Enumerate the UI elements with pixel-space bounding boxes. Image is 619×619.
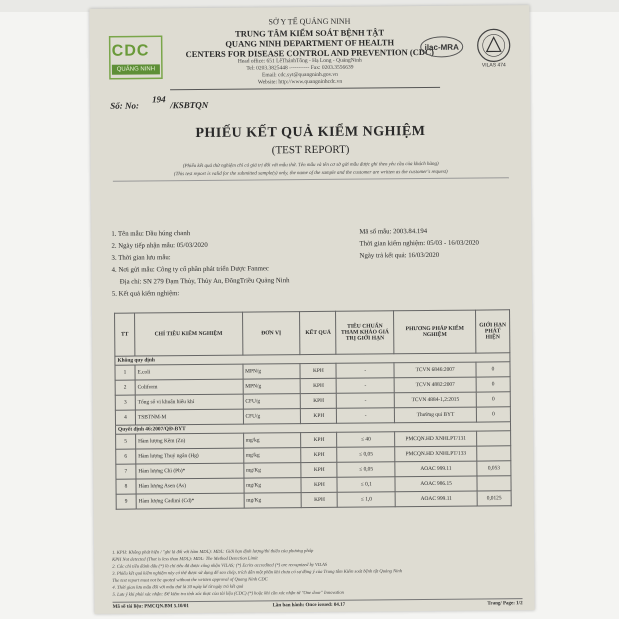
cell-result: KPH xyxy=(301,378,337,393)
cell-unit: mg/Kg xyxy=(244,478,302,494)
cell-criterion: E.coli xyxy=(135,364,243,380)
cell-method: PMCQN.HD XNHLPT/133 xyxy=(395,446,477,462)
cell-result: KPH xyxy=(300,363,336,378)
column-header-unit: ĐƠN VỊ xyxy=(242,312,300,356)
cell-unit: MPN/g xyxy=(243,379,301,395)
cell-method: TCVN 6846:2007 xyxy=(394,362,476,378)
report-note-vn: (Phiếu kết quả thử nghiệm chỉ có giá trị đối với mẫu thử. Tên mẫu và tên cơ sở gửi mẫu được ghi theo yêu cầu của khách hàng) xyxy=(182,161,439,170)
cell-limit: ≤ 0,05 xyxy=(337,447,395,463)
cell-method: AOAC 999.11 xyxy=(395,491,477,507)
phone-line: Tel: 0203.3825448 ----------- Fax: 0203.3556639 xyxy=(246,64,354,72)
cell-method: TCVN 4884-1,2:2015 xyxy=(394,392,476,408)
ilac-mra-logo xyxy=(420,36,464,58)
cell-result: KPH xyxy=(301,477,337,492)
cell-unit: mg/Kg xyxy=(244,493,302,509)
cell-unit: MPN/g xyxy=(243,364,301,380)
cell-index: 3 xyxy=(115,395,135,410)
cell-detection-limit: 0 xyxy=(476,407,510,422)
cell-limit: ≤ 1,0 xyxy=(337,492,395,508)
cell-unit: mg/Kg xyxy=(243,463,301,479)
cdc-logo-subtitle: QUẢNG NINH xyxy=(112,64,160,74)
column-header-result: KẾT QUẢ xyxy=(300,311,336,354)
cell-detection-limit xyxy=(477,446,511,461)
footnote-1: 1. KPH: Không phát hiện / "ghi là đối với hàm MDL): MDL: Giới hạn định lượng/thi thiếu của phương pháp xyxy=(112,547,314,555)
cell-result: KPH xyxy=(302,492,338,507)
cell-unit: mg/kg xyxy=(243,448,301,464)
cell-index: 6 xyxy=(116,449,136,464)
sample-code: Mã số mẫu: 2003.84.194 xyxy=(359,227,428,236)
cell-unit: CFU/g xyxy=(243,409,301,425)
cell-detection-limit: 0,053 xyxy=(477,461,511,476)
cell-criterion: Hàm lượng Kẽm (Zn) xyxy=(136,433,244,449)
column-header-detection-limit: GIỚI HẠN PHÁT HIỆN xyxy=(476,310,510,353)
cell-result: KPH xyxy=(301,432,337,447)
report-title: PHIẾU KẾT QUẢ KIỂM NGHIỆM xyxy=(195,124,426,142)
cell-method: PMCQN.HD XNHLPT/131 xyxy=(395,431,477,447)
cell-criterion: Tổng số vi khuẩn hiếu khí xyxy=(135,394,243,410)
cell-limit: ≤ 0,05 xyxy=(337,462,395,478)
section-title: Không quy định xyxy=(115,353,510,365)
report-subtitle: (TEST REPORT) xyxy=(271,143,350,157)
cell-detection-limit: 0,0125 xyxy=(477,491,511,506)
cell-method: Thường qui BYT xyxy=(395,407,477,423)
department-name-en: QUANG NINH DEPARTMENT OF HEALTH xyxy=(225,37,395,49)
footnote-7: 5. Lưu ý khi phải xác nhận: Để kiểm tra tính xác thực của tài liệu (CDC) (*) hoặc khi cần xác nhận từ "One door" Innovation xyxy=(112,589,344,597)
ilac-mra-label: ilac-MRA xyxy=(424,42,459,53)
cell-limit: - xyxy=(336,363,394,379)
report-number-code: /KSBTQN xyxy=(170,99,209,111)
table-header-row xyxy=(115,310,510,356)
footnote-6: 4. Thời gian lưu mẫu đối với mẫu thử là 30 ngày kể từ ngày trả kết quả xyxy=(112,583,244,590)
email-line: Email: cdc.syt@quangninh.gov.vn xyxy=(261,71,338,79)
column-header-method: PHƯƠNG PHÁP KIỂM NGHIỆM xyxy=(394,310,476,354)
column-header-limit: TIÊU CHUẨN THAM KHẢO GIÁ TRỊ GIỚI HẠN xyxy=(336,311,394,355)
cell-criterion: Coliform xyxy=(135,379,243,395)
header-divider xyxy=(170,87,440,90)
cell-criterion: TSBTNM-M xyxy=(135,409,243,425)
cell-limit: ≤ 0,1 xyxy=(337,477,395,493)
document-reference: Mã số tài liệu: PMCQN.BM 5.10/01 xyxy=(112,604,189,610)
cell-unit: CFU/g xyxy=(243,394,301,410)
note-divider xyxy=(113,177,509,181)
table-row xyxy=(116,491,511,509)
boa-accreditation-seal xyxy=(474,27,514,67)
cell-limit: - xyxy=(336,378,394,394)
footnote-5: The test report must not be quoted without the written approval of Quang Ninh CDC xyxy=(112,576,268,583)
footnote-3: 2. Các chỉ tiêu đánh dấu (*) là chỉ tiêu đã được công nhận VILAS; (*) Ecrits accredited (*) are recognized by VILAS xyxy=(112,561,328,569)
website-line: Website: http://www.quangninhcdc.vn xyxy=(257,78,343,86)
cell-limit: - xyxy=(337,393,395,409)
edition-info: Lần ban hành: Once issued: 04.17 xyxy=(272,602,346,609)
cell-limit: - xyxy=(337,408,395,424)
page-number: Trang/ Page: 1/2 xyxy=(487,601,523,607)
sample-sender: 4. Nơi gửi mẫu: Công ty cổ phần phát triển Dược Fanmec xyxy=(111,265,269,274)
cell-criterion: Hàm lượng Chì (Pb)* xyxy=(136,463,244,479)
cell-index: 2 xyxy=(115,380,135,395)
footnote-4: 3. Phiếu kết quả kiểm nghiệm này có thể được sử dụng để sao chép, trích dẫn một phần khi chưa có sự đồng ý của Trung tâm Kiểm soát bệnh tật Quảng Ninh xyxy=(112,568,403,576)
cell-detection-limit xyxy=(477,431,511,446)
cell-result: KPH xyxy=(301,393,337,408)
document-page xyxy=(89,5,534,614)
cell-detection-limit: 0 xyxy=(476,377,510,392)
cell-index: 5 xyxy=(116,434,136,449)
cell-limit: ≤ 40 xyxy=(337,432,395,448)
results-table xyxy=(114,309,512,509)
cell-criterion: Hàm lượng Cadimi (Cd)* xyxy=(136,493,244,509)
cell-method: AOAC 986.15 xyxy=(395,476,477,492)
sample-storage-time: 3. Thời gian lưu mẫu: xyxy=(111,254,171,262)
test-period: Thời gian kiểm nghiệm: 05/03 - 16/03/2020 xyxy=(359,239,479,248)
cell-detection-limit xyxy=(477,476,511,491)
cell-result: KPH xyxy=(301,462,337,477)
column-header-index: TT xyxy=(115,313,135,356)
cell-index: 7 xyxy=(116,464,136,479)
sample-name: 1. Tên mẫu: Dầu húng chanh xyxy=(111,230,191,238)
cdc-logo-text: CDC xyxy=(111,42,150,60)
report-note-en: (This test report is valid for the submitted sample(s) only, the name of the sample and the customer are written as the customer's request) xyxy=(173,169,448,178)
center-name-vn: TRUNG TÂM KIỂM SOÁT BỆNH TẬT xyxy=(235,27,385,39)
footnote-2: KPH Not detected (That is less than MDL): MDL: The Method Detection Limit xyxy=(112,555,258,562)
cell-index: 4 xyxy=(115,410,135,425)
footer-bar xyxy=(113,601,523,610)
cell-method: AOAC 999.11 xyxy=(395,461,477,477)
result-date: Ngày trả kết quả: 16/03/2020 xyxy=(359,251,440,260)
cell-result: KPH xyxy=(301,408,337,423)
vilas-label: VILAS 474 xyxy=(481,62,506,68)
cell-method: TCVN 4882:2007 xyxy=(394,377,476,393)
sample-received-date: 2. Ngày tiếp nhận mẫu: 05/03/2020 xyxy=(111,241,208,250)
cell-criterion: Hàm lượng Asen (As) xyxy=(136,478,244,494)
cell-criterion: Hàm lượng Thuỷ ngân (Hg) xyxy=(136,448,244,464)
cell-result: KPH xyxy=(301,447,337,462)
report-number-label: Số: No: xyxy=(110,100,140,111)
cell-detection-limit: 0 xyxy=(476,392,510,407)
cell-detection-limit: 0 xyxy=(476,362,510,377)
cell-index: 9 xyxy=(116,494,136,509)
report-number: 194 xyxy=(152,94,166,105)
column-header-criterion: CHỈ TIÊU KIỂM NGHIỆM xyxy=(134,312,242,356)
section-title: Quyết định 46:2007/QĐ-BYT xyxy=(116,422,511,434)
cell-index: 1 xyxy=(115,365,135,380)
results-label: 5. Kết quả kiểm nghiệm: xyxy=(111,290,180,298)
address-line: Head office: 651 LêThánhTông - Hạ Long - QuảngNinh xyxy=(237,57,362,65)
center-name-en: CENTERS FOR DISEASE CONTROL AND PREVENTION (CDC) xyxy=(185,46,435,60)
cell-index: 8 xyxy=(116,479,136,494)
sample-sender-address: Địa chỉ: SN 279 Đạm Thủy, Thủy An, ĐôngTriều Quảng Ninh xyxy=(119,277,290,286)
ministry-name: SỞ Y TẾ QUẢNG NINH xyxy=(268,16,351,27)
cell-unit: mg/kg xyxy=(243,433,301,449)
